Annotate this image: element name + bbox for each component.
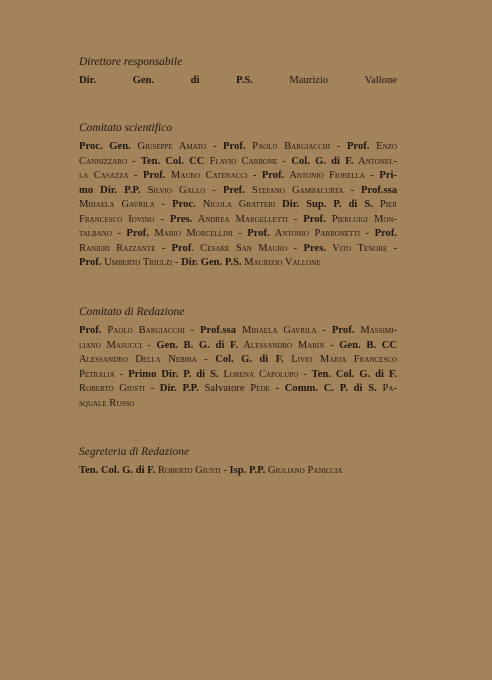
- separator-text: -: [128, 170, 143, 181]
- title-text: Dir. Gen. di P.S.: [79, 75, 253, 86]
- name-text: Maurizio Vallone: [241, 257, 321, 268]
- name-text: liano Masucci: [79, 339, 142, 351]
- title-text: Prof.: [223, 141, 246, 152]
- name-text: Mauro Catenacci: [165, 170, 248, 181]
- section-heading: Direttore responsabile: [79, 56, 183, 68]
- section-body: [79, 464, 397, 479]
- title-text: Prof.: [79, 325, 102, 336]
- separator-text: -: [287, 213, 304, 225]
- name-text: Alessandro Marin: [238, 339, 325, 351]
- text-line: [79, 140, 397, 155]
- title-text: Ten. Col. G. di F.: [311, 368, 398, 380]
- separator-text: -: [277, 155, 292, 167]
- separator-text: -: [184, 325, 201, 336]
- text-line: [79, 242, 397, 257]
- separator-text: -: [343, 184, 362, 196]
- text-line: [79, 382, 397, 397]
- separator-text: -: [114, 368, 129, 380]
- text-line: [79, 155, 397, 170]
- text-line: [79, 169, 397, 184]
- name-text: Pa-: [376, 383, 397, 394]
- name-text: Cannizzaro: [79, 155, 127, 167]
- name-text: Andrea Margelletti: [192, 213, 288, 225]
- name-text: Roberto Giusti: [155, 465, 221, 476]
- separator-text: -: [111, 228, 127, 239]
- title-text: Prof.: [142, 170, 166, 181]
- separator-text: -: [247, 170, 262, 181]
- title-text: Isp. P.P.: [229, 465, 266, 476]
- title-text: Prof.: [331, 325, 355, 336]
- title-text: Prof.: [126, 228, 149, 239]
- name-text: Pier: [372, 199, 397, 210]
- name-text: Nicola Gratteri: [195, 199, 276, 210]
- separator-text: -: [144, 383, 160, 394]
- section-heading: Comitato di Redazione: [79, 306, 185, 318]
- name-text: Stefano Gambacurta: [244, 184, 344, 196]
- section-body: [79, 74, 397, 89]
- title-text: Prof.: [347, 141, 370, 152]
- title-text: Col. G. di F.: [215, 354, 284, 365]
- section-body: [79, 324, 397, 411]
- separator-text: -: [172, 257, 182, 268]
- text-line: [79, 198, 397, 213]
- separator-text: -: [126, 155, 141, 167]
- name-text: Mihaela Gavrila: [79, 199, 155, 210]
- text-line: [79, 353, 397, 368]
- title-text: Pres.: [169, 213, 193, 225]
- section-heading: Comitato scientifico: [79, 122, 172, 134]
- name-text: Ranieri Razzante: [79, 242, 156, 254]
- text-line: [79, 256, 397, 271]
- separator-text: -: [205, 184, 223, 196]
- title-text: Pref.: [222, 184, 245, 196]
- name-text: Petralia: [79, 368, 115, 380]
- separator-text: -: [220, 465, 230, 476]
- name-text: Vito Tenore: [325, 242, 388, 254]
- name-text: Antonio Parbonetti: [269, 228, 361, 239]
- separator-text: -: [154, 213, 170, 225]
- text-line: [79, 324, 397, 339]
- separator-text: -: [387, 242, 398, 254]
- name-text: Antonio Fiorella: [284, 170, 365, 181]
- separator-text: -: [155, 242, 172, 254]
- text-line: [79, 368, 397, 383]
- title-text: Comm. C. P. di S.: [284, 383, 377, 394]
- title-text: Gen. B. G. di F.: [156, 339, 239, 351]
- separator-text: -: [324, 339, 340, 351]
- title-text: Dir. P.P.: [159, 383, 199, 394]
- separator-text: -: [316, 325, 332, 336]
- separator-text: Salvatore: [198, 383, 251, 394]
- name-text: Giuseppe Amato: [130, 141, 207, 152]
- separator-text: -: [269, 383, 285, 394]
- title-text: Prof.: [303, 213, 326, 225]
- title-text: Prof.: [79, 257, 102, 268]
- title-text: Proc. Gen.: [79, 141, 131, 152]
- separator-text: -: [287, 242, 304, 254]
- separator-text: -: [154, 199, 173, 210]
- separator-text: -: [141, 339, 157, 351]
- name-text: Enzo: [369, 141, 398, 152]
- text-line: [79, 397, 397, 412]
- title-text: Proc.: [172, 199, 196, 210]
- section-heading: Segreteria di Redazione: [79, 446, 190, 458]
- section-body: [79, 140, 397, 271]
- text-line: [79, 464, 397, 479]
- name-text: Antonel-: [353, 155, 398, 167]
- title-text: Prof.ssa: [200, 325, 237, 336]
- title-text: Pres.: [303, 242, 326, 254]
- text-line: [79, 227, 397, 242]
- name-text: Paolo Bargiacchi: [245, 141, 331, 152]
- name-text: Mario Morcellini: [148, 228, 233, 239]
- separator-text: -: [298, 368, 312, 380]
- name-text: squale Russo: [79, 397, 135, 409]
- title-text: Primo Dir. P. di S.: [128, 368, 219, 380]
- name-text: Lorena Capolupo: [218, 368, 299, 380]
- separator-text: -: [364, 170, 380, 181]
- text-line: [79, 74, 397, 89]
- name-text: Mihaela Gavrila: [236, 325, 317, 336]
- section-segreteria-di-redazione: [79, 445, 397, 479]
- name-text: talbano: [79, 228, 112, 239]
- name-text: Flavio Carbone: [204, 155, 278, 167]
- separator-text: -: [330, 141, 348, 152]
- name-text: Livio Maria Francesco: [283, 354, 397, 365]
- name-text: Umberto Triulzi: [101, 257, 173, 268]
- name-text: Roberto Giusti: [79, 383, 145, 394]
- separator-text: Maurizio Vallone: [252, 75, 397, 86]
- name-text: la Casazza: [79, 170, 129, 181]
- text-line: [79, 184, 397, 199]
- title-text: Prof.ssa: [361, 184, 398, 196]
- section-comitato-scientifico: [79, 121, 397, 271]
- separator-text: -: [196, 354, 216, 365]
- title-text: Prof: [171, 242, 192, 254]
- text-line: [79, 213, 397, 228]
- name-text: Massimi-: [354, 325, 397, 336]
- name-text: Alessandro Della Nebbia: [79, 354, 197, 365]
- title-text: Ten. Col. G. di F.: [79, 465, 156, 476]
- separator-text: -: [360, 228, 375, 239]
- title-text: Gen. B. CC: [339, 339, 398, 351]
- title-text: Dir. Gen. P.S.: [181, 257, 242, 268]
- separator-text: -: [232, 228, 248, 239]
- name-text: . Cesare San Mauro: [191, 242, 288, 254]
- title-text: Prof.: [374, 228, 398, 239]
- separator-text: -: [206, 141, 224, 152]
- title-text: Ten. Col. CC: [140, 155, 205, 167]
- name-text: Pede: [250, 383, 270, 394]
- text-line: [79, 339, 397, 354]
- title-text: Pri-: [379, 170, 397, 181]
- title-text: Dir. Sup. P. di S.: [282, 199, 373, 210]
- name-text: Giuliano Panicci: [265, 465, 338, 476]
- name-text: Silvio Gallo: [140, 184, 206, 196]
- section-direttore-responsabile: [79, 55, 397, 89]
- name-text: Pierluigi Mon-: [325, 213, 398, 225]
- name-text: Francesco Iovino: [79, 213, 155, 225]
- section-comitato-di-redazione: [79, 305, 397, 411]
- name-text: a: [337, 465, 343, 476]
- title-text: mo Dir. P.P.: [79, 184, 141, 196]
- title-text: Prof.: [247, 228, 270, 239]
- title-text: Col. G. di F.: [291, 155, 354, 167]
- name-text: Paolo Bargiacchi: [101, 325, 185, 336]
- title-text: Prof.: [261, 170, 285, 181]
